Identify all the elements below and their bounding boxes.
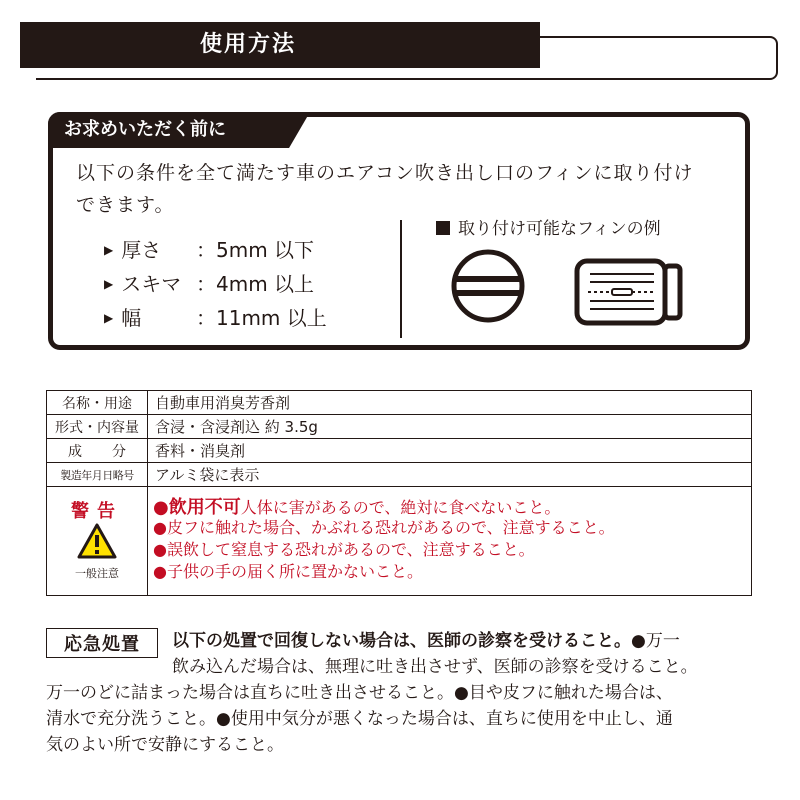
table-row <box>47 463 751 487</box>
caution-triangle-icon <box>77 523 117 559</box>
condition-label: 厚さ <box>121 238 162 262</box>
warning-line: ●皮フに触れた場合、かぶれる恐れがあるので、注意すること。 <box>153 518 615 537</box>
warning-sub-label: 一般注意 <box>75 567 119 580</box>
section-divider <box>400 220 402 338</box>
row-label: 名称・用途 <box>47 391 148 414</box>
first-aid-line: 飲み込んだ場合は、無理に吐き出させず、医師の診察を受けること。 <box>172 657 698 677</box>
warning-line: ●誤飲して窒息する恐れがあるので、注意すること。 <box>153 540 535 559</box>
row-label: 製造年月日略号 <box>47 463 148 486</box>
first-aid-line: 気のよい所で安静にすること。 <box>46 735 284 755</box>
triangle-bullet-icon: ▶ <box>104 243 114 257</box>
page-title: 使用方法 <box>200 32 297 57</box>
spec-table <box>46 390 752 596</box>
triangle-bullet-icon: ▶ <box>104 311 114 325</box>
condition-value: ：4mm 以上 <box>196 272 315 296</box>
condition-gap <box>104 268 181 297</box>
before-purchase-heading: お求めいただく前に <box>64 119 226 140</box>
condition-width <box>104 302 141 331</box>
first-aid-line: 清水で充分洗うこと。●使用中気分が悪くなった場合は、直ちに使用を中止し、通 <box>46 709 673 729</box>
fin-example-caption: 取り付け可能なフィンの例 <box>436 214 661 239</box>
triangle-bullet-icon: ▶ <box>104 277 114 291</box>
table-row <box>47 391 751 415</box>
warning-row <box>47 487 751 595</box>
first-aid-line: 万一のどに詰まった場合は直ちに吐き出させること。●目や皮フに触れた場合は、 <box>46 683 673 703</box>
warning-title: 警告 <box>71 501 123 522</box>
before-purchase-text-line1: 以下の条件を全て満たす車のエアコン吹き出し口のフィンに取り付け <box>76 162 694 184</box>
first-aid-line: 以下の処置で回復しない場合は、医師の診察を受けること。●万一 <box>172 631 680 651</box>
row-value: 含浸・含浸剤込 約 3.5g <box>155 418 318 436</box>
warning-line: ●飲用不可人体に害があるので、絶対に食べないこと。 <box>153 497 561 518</box>
before-purchase-text-line2: できます。 <box>76 194 175 216</box>
warning-label-cell <box>47 487 148 595</box>
row-value: 自動車用消臭芳香剤 <box>155 394 291 412</box>
round-vent-icon <box>450 248 526 324</box>
table-row <box>47 415 751 439</box>
square-bullet-icon <box>436 221 450 235</box>
condition-thickness <box>104 234 161 263</box>
condition-label: 幅 <box>121 306 142 330</box>
first-aid-label: 応急処置 <box>46 628 158 658</box>
row-label: 成 分 <box>47 439 148 462</box>
condition-label: スキマ <box>121 272 182 296</box>
condition-value: ：5mm 以下 <box>196 238 315 262</box>
row-value: アルミ袋に表示 <box>155 466 260 484</box>
row-value: 香料・消臭剤 <box>155 442 246 460</box>
condition-value: ：11mm 以上 <box>196 306 327 330</box>
warning-line: ●子供の手の届く所に置かないこと。 <box>153 562 423 581</box>
rectangular-vent-icon <box>574 258 684 326</box>
table-row <box>47 439 751 463</box>
row-label: 形式・内容量 <box>47 415 148 438</box>
